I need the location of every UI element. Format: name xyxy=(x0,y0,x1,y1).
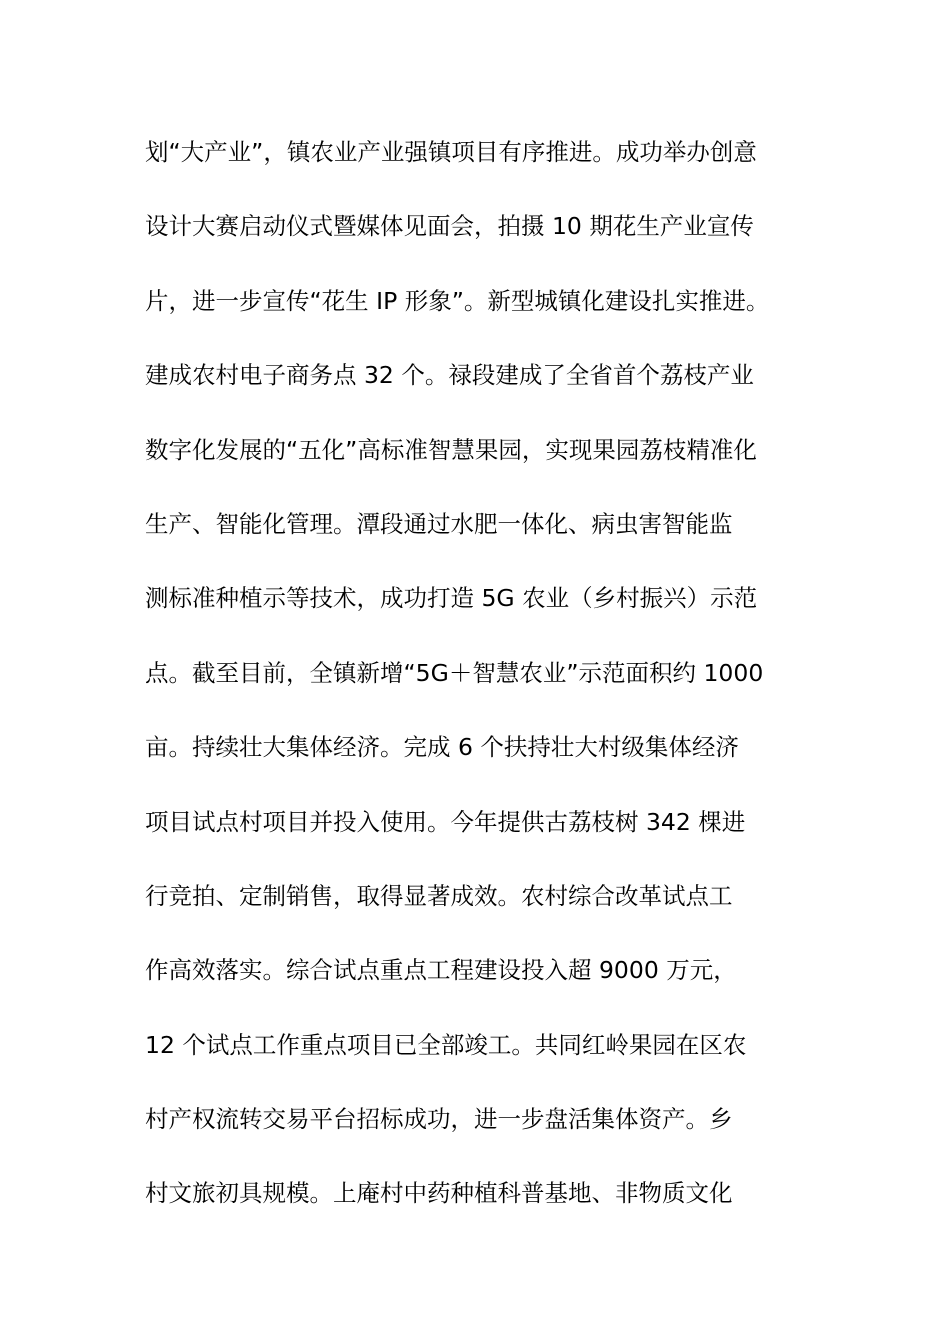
body-text xyxy=(145,127,845,1243)
text-line: 测标准种植示等技术，成功打造 5G 农业（乡村振兴）示范 xyxy=(145,584,758,613)
text-line: 生产、智能化管理。潭段通过水肥一体化、病虫害智能监 xyxy=(145,509,733,538)
text-line: 数字化发展的“五化”高标准智慧果园，实现果园荔枝精准化 xyxy=(145,435,757,464)
text-line: 点。截至目前，全镇新增“5G＋智慧农业”示范面积约 1000 xyxy=(145,658,764,687)
text-line: 村文旅初具规模。上庵村中药种植科普基地、非物质文化 xyxy=(145,1179,733,1208)
text-line: 片，进一步宣传“花生 IP 形象”。新型城镇化建设扎实推进。 xyxy=(145,286,770,315)
text-line: 设计大赛启动仪式暨媒体见面会，拍摄 10 期花生产业宣传 xyxy=(145,212,754,241)
text-line: 划“大产业”，镇农业产业强镇项目有序推进。成功举办创意 xyxy=(145,138,757,166)
text-line: 12 个试点工作重点项目已全部竣工。共同红岭果园在区农 xyxy=(145,1030,747,1059)
text-line: 建成农村电子商务点 32 个。禄段建成了全省首个荔枝产业 xyxy=(145,361,754,390)
text-line: 行竞拍、定制销售，取得显著成效。农村综合改革试点工 xyxy=(145,881,733,910)
text-line: 作高效落实。综合试点重点工程建设投入超 9000 万元， xyxy=(145,956,737,985)
text-line: 村产权流转交易平台招标成功，进一步盘活集体资产。乡 xyxy=(145,1105,733,1134)
text-line: 项目试点村项目并投入使用。今年提供古荔枝树 342 棵进 xyxy=(145,807,746,836)
text-line: 亩。持续壮大集体经济。完成 6 个扶持壮大村级集体经济 xyxy=(145,733,739,762)
